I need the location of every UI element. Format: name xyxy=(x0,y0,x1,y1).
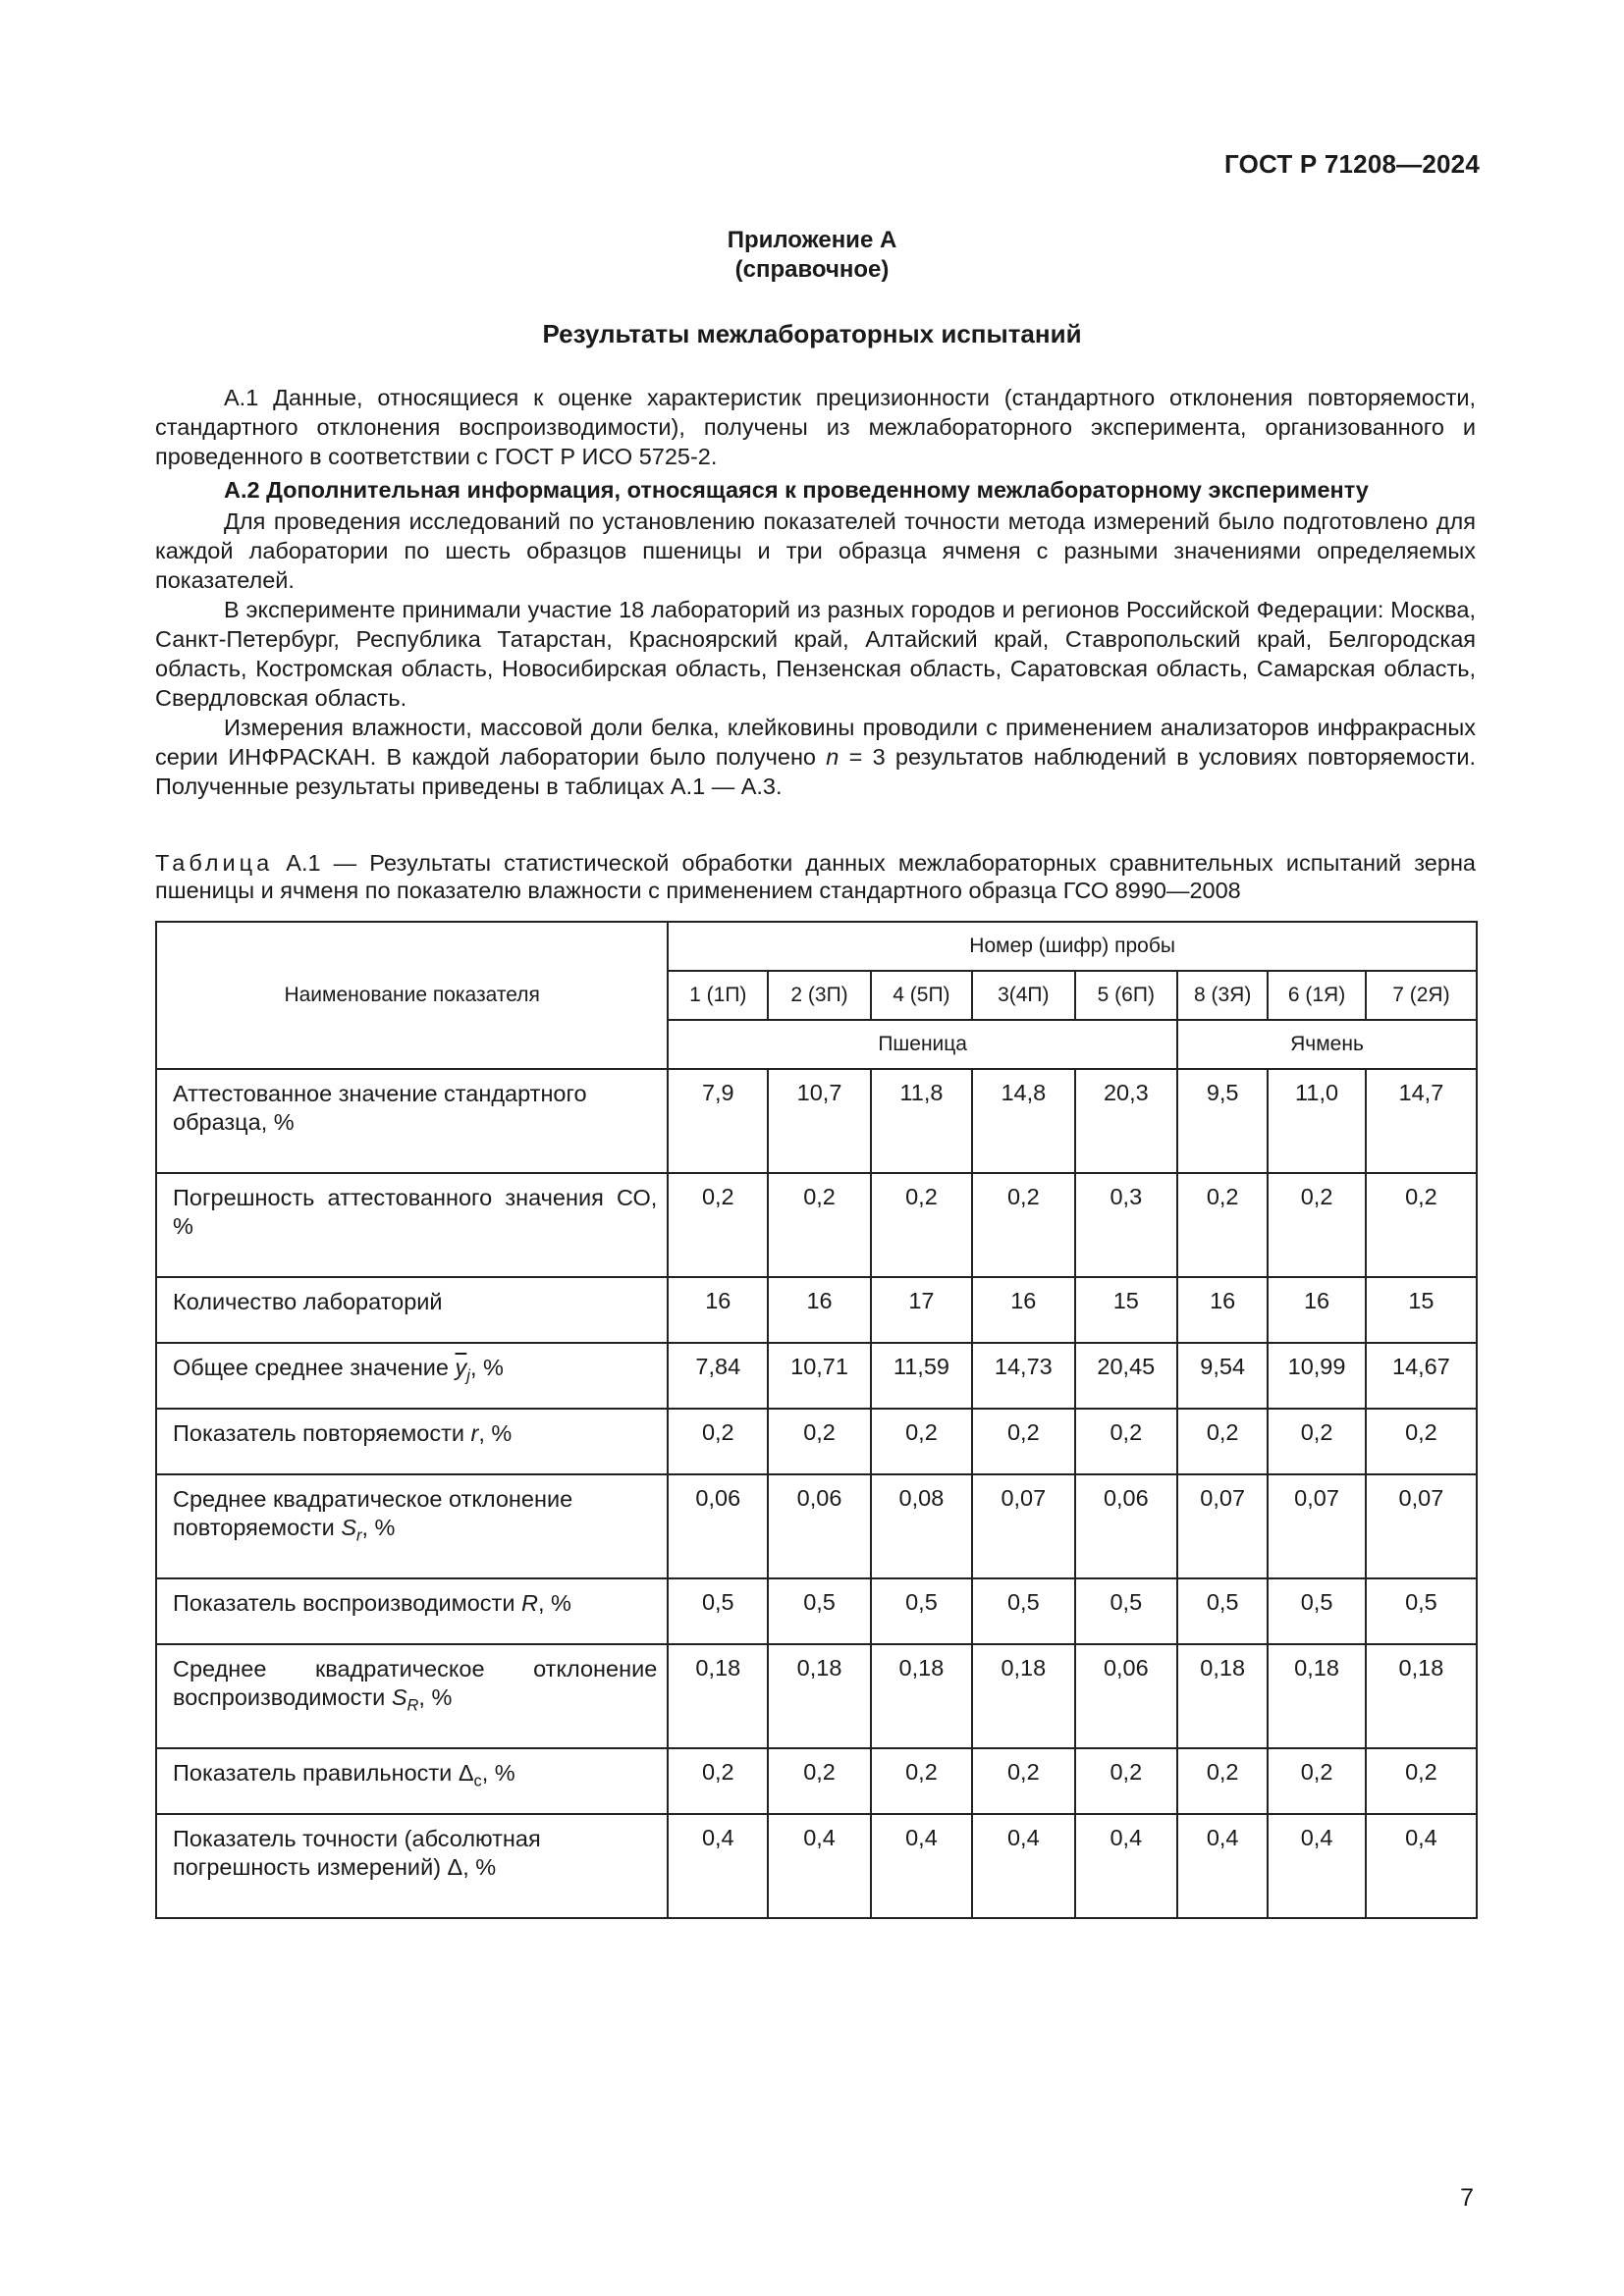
table-row xyxy=(156,1814,1477,1918)
paragraph-samples: Для проведения исследований по установлению показателей точности метода измерений было подготовлено для каждой лаборатории по шесть образцов пшеницы и три образца ячменя с разными значениями определяемых показателей. xyxy=(155,508,1476,593)
table-cell: 0,18 xyxy=(1268,1644,1366,1748)
table-cell: 0,2 xyxy=(768,1409,871,1474)
table-cell: 0,06 xyxy=(1075,1474,1178,1578)
column-header-samples: Номер (шифр) пробы xyxy=(668,922,1477,971)
table-cell: 10,99 xyxy=(1268,1343,1366,1409)
table-cell: 11,0 xyxy=(1268,1069,1366,1173)
table-cell: 15 xyxy=(1366,1277,1477,1343)
table-caption-text: А.1 — Результаты статистической обработки данных межлабораторных сравнительных испытаний зерна пшеницы и ячменя по показателю влажности с применением стандартного образца ГСО 8990—2008 xyxy=(155,850,1476,903)
math-symbol: S xyxy=(341,1515,357,1540)
table-cell: 11,8 xyxy=(871,1069,972,1173)
row-label xyxy=(156,1277,668,1343)
row-label xyxy=(156,1814,668,1918)
results-table xyxy=(155,921,1478,1919)
row-label-text: Среднее квадратическое отклонение воспроизводимости xyxy=(173,1656,658,1710)
table-cell: 0,2 xyxy=(768,1748,871,1814)
appendix-subtitle: (справочное) xyxy=(734,256,890,283)
table-cell: 0,2 xyxy=(1177,1409,1268,1474)
table-cell: 0,2 xyxy=(1268,1409,1366,1474)
table-cell: 0,3 xyxy=(1075,1173,1178,1277)
table-row xyxy=(156,1069,1477,1173)
table-cell: 0,2 xyxy=(972,1748,1075,1814)
table-cell: 0,4 xyxy=(668,1814,768,1918)
table-cell: 0,2 xyxy=(1075,1409,1178,1474)
math-symbol: $\overline{y}$ xyxy=(455,1355,467,1380)
table-cell: 0,5 xyxy=(1268,1578,1366,1644)
math-symbol: Δ xyxy=(447,1854,463,1880)
math-subscript: c xyxy=(473,1772,482,1790)
table-cell: 10,71 xyxy=(768,1343,871,1409)
table-cell: 7,9 xyxy=(668,1069,768,1173)
table-cell: 0,2 xyxy=(972,1409,1075,1474)
table-cell: 16 xyxy=(972,1277,1075,1343)
table-cell: 0,4 xyxy=(1268,1814,1366,1918)
table-cell: 0,2 xyxy=(1177,1748,1268,1814)
table-cell: 0,18 xyxy=(1366,1644,1477,1748)
table-row xyxy=(156,1343,1477,1409)
table-cell: 0,4 xyxy=(1177,1814,1268,1918)
body-text xyxy=(155,383,1476,801)
row-label xyxy=(156,1409,668,1474)
table-cell: 0,2 xyxy=(1268,1173,1366,1277)
appendix-heading xyxy=(0,226,1624,285)
table-cell: 0,2 xyxy=(871,1748,972,1814)
table-cell: 0,08 xyxy=(871,1474,972,1578)
page-number: 7 xyxy=(1460,2184,1474,2212)
row-label-text: Общее среднее значение xyxy=(173,1355,456,1380)
sample-code-header: 4 (5П) xyxy=(871,971,972,1020)
paragraph-labs: В эксперименте принимали участие 18 лабораторий из разных городов и регионов Российской Федерации: Москва, Санкт-Петербург, Республика Татарстан, Красноярский край, Алтайский край, Ставропольский край, Белгородская область, Костромская область, Новосибирская область, Пензенская область, Саратовская область, Самарская область, Свердловская область. xyxy=(155,597,1476,711)
row-label xyxy=(156,1474,668,1578)
row-label-text: , % xyxy=(418,1684,453,1710)
table-row xyxy=(156,1748,1477,1814)
row-label xyxy=(156,1578,668,1644)
sample-code-header: 3(4П) xyxy=(972,971,1075,1020)
row-label-text: Погрешность аттестованного значения СО, % xyxy=(173,1185,658,1239)
row-label-text: , % xyxy=(469,1355,504,1380)
sample-code-header: 2 (3П) xyxy=(768,971,871,1020)
math-subscript: j xyxy=(466,1366,470,1385)
table-cell: 0,07 xyxy=(972,1474,1075,1578)
math-subscript: R xyxy=(406,1696,419,1715)
table-cell: 0,18 xyxy=(668,1644,768,1748)
table-cell: 0,2 xyxy=(1366,1409,1477,1474)
row-label xyxy=(156,1343,668,1409)
row-label-text: , % xyxy=(478,1420,513,1446)
table-cell: 0,2 xyxy=(1366,1748,1477,1814)
row-label-text: Среднее квадратическое отклонение повторяемости xyxy=(173,1486,573,1540)
row-label xyxy=(156,1069,668,1173)
table-cell: 0,2 xyxy=(972,1173,1075,1277)
table-row xyxy=(156,1277,1477,1343)
table-cell: 0,18 xyxy=(871,1644,972,1748)
table-cell: 17 xyxy=(871,1277,972,1343)
paragraph-text: Измерения влажности, массовой доли белка, клейковины проводили с применением анализаторов инфракрасных серии ИНФРАСКАН. В каждой лаборатории было получено xyxy=(155,715,1476,770)
table-cell: 0,5 xyxy=(668,1578,768,1644)
sample-code-header: 8 (3Я) xyxy=(1177,971,1268,1020)
table-cell: 0,4 xyxy=(871,1814,972,1918)
table-cell: 0,2 xyxy=(768,1173,871,1277)
table-cell: 16 xyxy=(668,1277,768,1343)
table-cell: 0,4 xyxy=(972,1814,1075,1918)
table-row xyxy=(156,1644,1477,1748)
math-symbol: Δ xyxy=(458,1760,474,1786)
table-cell: 0,5 xyxy=(972,1578,1075,1644)
table-cell: 11,59 xyxy=(871,1343,972,1409)
table-cell: 0,5 xyxy=(1366,1578,1477,1644)
table-cell: 14,8 xyxy=(972,1069,1075,1173)
table-cell: 0,2 xyxy=(1366,1173,1477,1277)
table-cell: 0,18 xyxy=(1177,1644,1268,1748)
table-cell: 0,2 xyxy=(1075,1748,1178,1814)
row-label-text: Аттестованное значение стандартного образца, % xyxy=(173,1081,587,1135)
table-cell: 0,07 xyxy=(1366,1474,1477,1578)
table-row xyxy=(156,1578,1477,1644)
section-title: Результаты межлабораторных испытаний xyxy=(542,319,1082,348)
table-cell: 0,5 xyxy=(1177,1578,1268,1644)
table-cell: 0,5 xyxy=(871,1578,972,1644)
table-cell: 0,2 xyxy=(668,1173,768,1277)
table-cell: 16 xyxy=(1177,1277,1268,1343)
table-cell: 7,84 xyxy=(668,1343,768,1409)
appendix-title: Приложение А xyxy=(727,227,897,253)
math-symbol: r xyxy=(470,1420,479,1446)
table-cell: 15 xyxy=(1075,1277,1178,1343)
table-cell: 0,2 xyxy=(668,1409,768,1474)
table-cell: 0,06 xyxy=(668,1474,768,1578)
paragraph-text: = 3 результатов наблюдений в условиях повторяемости. Полученные результаты приведены в таблицах А.1 — А.3. xyxy=(155,744,1476,799)
sample-code-header: 7 (2Я) xyxy=(1366,971,1477,1020)
table-cell: 10,7 xyxy=(768,1069,871,1173)
table-cell: 16 xyxy=(768,1277,871,1343)
sample-code-header: 5 (6П) xyxy=(1075,971,1178,1020)
row-label xyxy=(156,1173,668,1277)
table-cell: 0,07 xyxy=(1268,1474,1366,1578)
variable-n: n xyxy=(826,744,839,770)
table-cell: 0,06 xyxy=(1075,1644,1178,1748)
table-cell: 0,4 xyxy=(1075,1814,1178,1918)
table-row xyxy=(156,1409,1477,1474)
table-cell: 0,4 xyxy=(768,1814,871,1918)
sample-code-header: 1 (1П) xyxy=(668,971,768,1020)
table-cell: 0,18 xyxy=(768,1644,871,1748)
table-cell: 0,06 xyxy=(768,1474,871,1578)
table-cell: 20,45 xyxy=(1075,1343,1178,1409)
row-label xyxy=(156,1644,668,1748)
row-label-text: Показатель воспроизводимости xyxy=(173,1590,521,1616)
paragraph-a1: А.1 Данные, относящиеся к оценке характеристик прецизионности (стандартного отклонения повторяемости, стандартного отклонения воспроизводимости), получены из межлабораторного эксперимента, организованного и проведенного в соответствии с ГОСТ Р ИСО 5725-2. xyxy=(155,385,1476,469)
table-cell: 0,5 xyxy=(768,1578,871,1644)
math-symbol: R xyxy=(520,1590,538,1616)
math-subscript: r xyxy=(356,1526,362,1545)
column-header-name: Наименование показателя xyxy=(156,922,668,1069)
table-cell: 14,7 xyxy=(1366,1069,1477,1173)
table-cell: 16 xyxy=(1268,1277,1366,1343)
sample-code-header: 6 (1Я) xyxy=(1268,971,1366,1020)
table-cell: 14,67 xyxy=(1366,1343,1477,1409)
table-cell: 0,2 xyxy=(668,1748,768,1814)
table-row xyxy=(156,1474,1477,1578)
row-label-text: , % xyxy=(361,1515,396,1540)
math-symbol: S xyxy=(391,1684,407,1710)
table-cell: 20,3 xyxy=(1075,1069,1178,1173)
group-barley: Ячмень xyxy=(1177,1020,1477,1069)
table-cell: 9,54 xyxy=(1177,1343,1268,1409)
table-cell: 0,2 xyxy=(1177,1173,1268,1277)
row-label xyxy=(156,1748,668,1814)
row-label-text: Показатель повторяемости xyxy=(173,1420,471,1446)
row-label-text: Показатель правильности xyxy=(173,1760,459,1786)
table-cell: 0,2 xyxy=(871,1173,972,1277)
document-id: ГОСТ Р 71208—2024 xyxy=(1224,149,1480,179)
table-row xyxy=(156,1173,1477,1277)
table-cell: 0,5 xyxy=(1075,1578,1178,1644)
row-label-text: Показатель точности (абсолютная погрешность измерений) xyxy=(173,1826,541,1880)
table-cell: 14,73 xyxy=(972,1343,1075,1409)
table-cell: 9,5 xyxy=(1177,1069,1268,1173)
paragraph-measurements xyxy=(155,713,1476,801)
table-caption xyxy=(155,849,1476,904)
row-label-text: , % xyxy=(462,1854,497,1880)
table-cell: 0,2 xyxy=(871,1409,972,1474)
table-cell: 0,07 xyxy=(1177,1474,1268,1578)
group-wheat: Пшеница xyxy=(668,1020,1177,1069)
row-label-text: , % xyxy=(537,1590,571,1616)
row-label-text: , % xyxy=(481,1760,515,1786)
table-cell: 0,2 xyxy=(1268,1748,1366,1814)
paragraph-a2-heading: А.2 Дополнительная информация, относящаяся к проведенному межлабораторному эксперименту xyxy=(224,477,1369,503)
row-label-text: Количество лабораторий xyxy=(173,1289,443,1314)
table-caption-word: Таблица xyxy=(155,850,274,876)
table-cell: 0,4 xyxy=(1366,1814,1477,1918)
table-cell: 0,18 xyxy=(972,1644,1075,1748)
